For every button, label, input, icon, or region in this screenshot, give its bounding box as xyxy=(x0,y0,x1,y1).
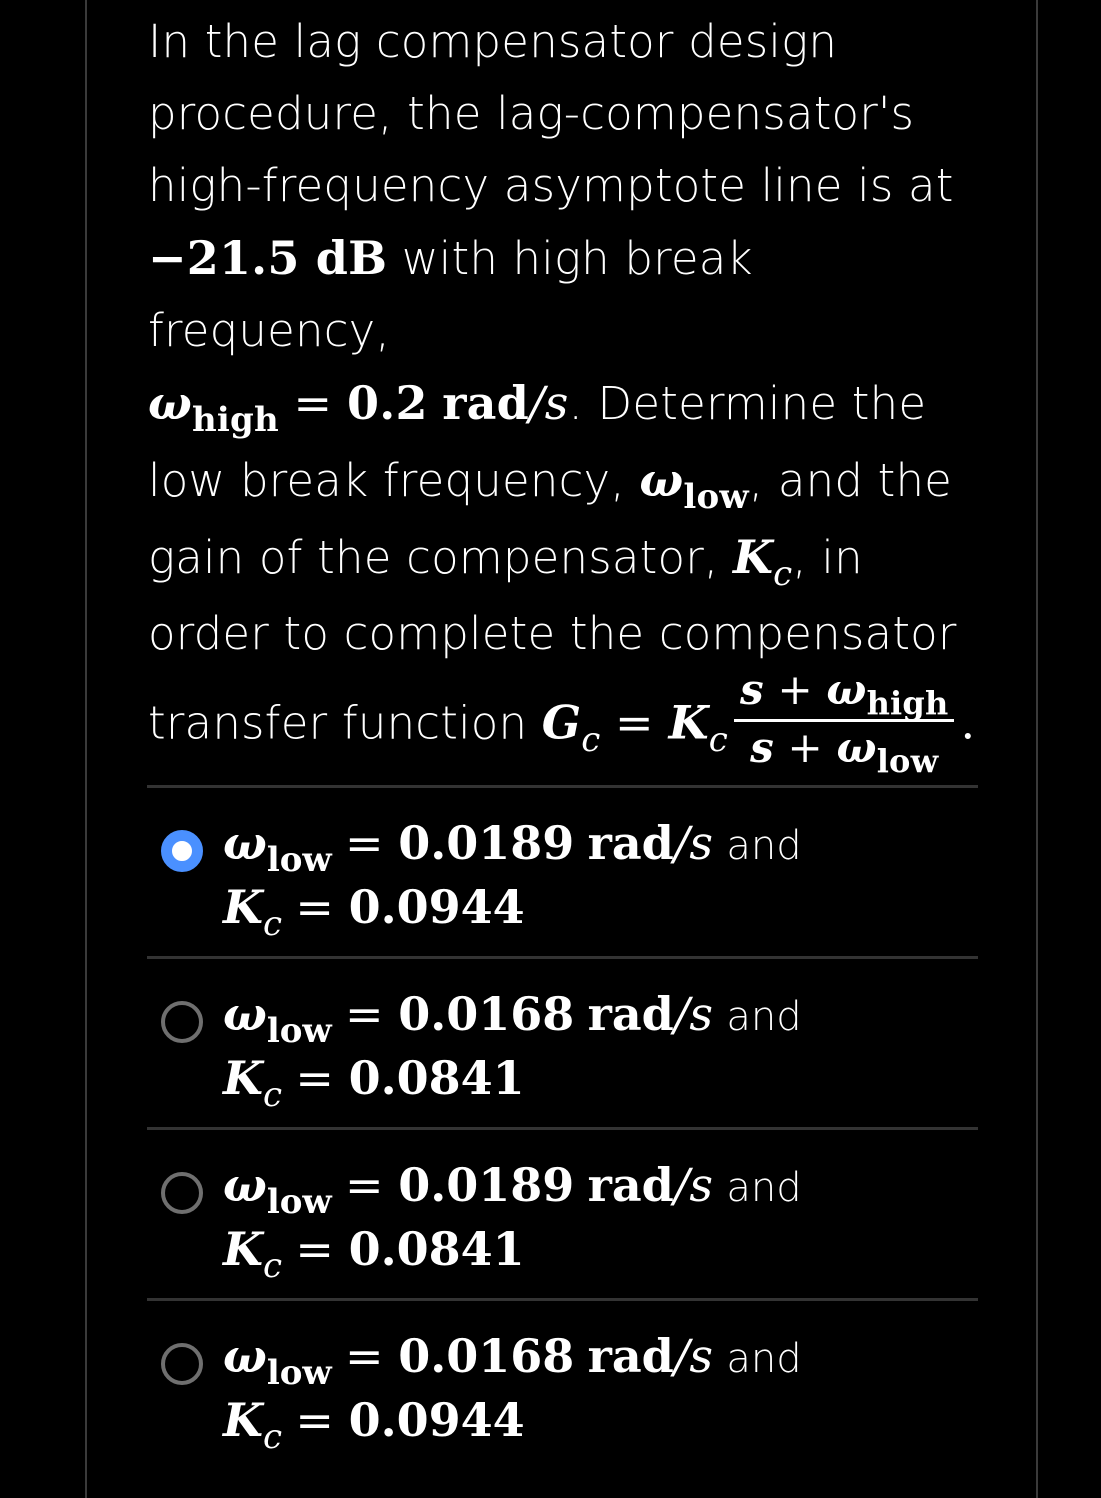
answer-option-1[interactable] xyxy=(147,788,978,956)
option-k-value: 0.0944 xyxy=(348,880,525,934)
omega-low-subscript: low xyxy=(683,477,749,517)
option-omega-line: $\omega_{low} = 0.0189$ rad/s and xyxy=(223,1158,802,1222)
high-frequency-value: 0.2 xyxy=(347,376,428,430)
option-omega-line: $\omega_{low} = 0.0168$ rad/s and xyxy=(223,1329,802,1393)
radio-button[interactable] xyxy=(161,1001,203,1043)
option-k-line: $K_c = 0.0841$ xyxy=(223,1222,525,1286)
option-k-value: 0.0841 xyxy=(348,1051,525,1105)
question-text: In the lag compensator design procedure, the lag-compensator's high-frequency asymptote line is at −21.5 dB with high break frequency, $\omega_{high} = 0.2$ rad/s. Determine the low break frequency, $\omega_{low}$, and the gain of the compensator, $K_c$, in order to complete the compensator transfer function $G_c = K_c$ $\frac{s + \omega_{high}}{s + \omega_{low}}$ . xyxy=(148,15,976,780)
option-k-line: $K_c = 0.0944$ xyxy=(223,880,525,944)
question-text-part-5: , in order to complete the compensator transfer function xyxy=(148,531,957,750)
high-frequency-per-s: /s xyxy=(529,376,569,430)
omega-low-symbol: ω xyxy=(639,453,684,507)
radio-button-selected[interactable] xyxy=(161,830,203,872)
question-text-part-1: In the lag compensator design procedure, the lag-compensator's high-frequency asymptote line is at xyxy=(148,15,954,212)
g-subscript: c xyxy=(581,719,601,760)
omega-high-subscript: high xyxy=(192,400,279,440)
omega-high-symbol: ω xyxy=(148,376,192,430)
option-k-value: 0.0944 xyxy=(348,1393,525,1447)
option-k-value: 0.0841 xyxy=(348,1222,525,1276)
answer-option-2[interactable] xyxy=(147,959,978,1127)
k-symbol: K xyxy=(732,530,774,584)
option-k-line: $K_c = 0.0944$ xyxy=(223,1393,525,1457)
option-omega-value: 0.0168 xyxy=(398,1329,575,1383)
transfer-fraction xyxy=(734,664,954,780)
option-omega-value: 0.0189 xyxy=(398,1158,575,1212)
question-text-part-3: . Determine the low break frequency, xyxy=(148,377,927,507)
answer-option-3[interactable] xyxy=(147,1130,978,1298)
answer-option-4[interactable] xyxy=(147,1301,978,1469)
asymptote-value: −21.5 xyxy=(148,231,300,285)
asymptote-unit: dB xyxy=(315,231,388,285)
option-omega-value: 0.0189 xyxy=(398,816,575,870)
k-gain-symbol: K xyxy=(668,695,709,750)
fraction-denominator: $s + \omega_{low}$ xyxy=(750,723,939,780)
high-frequency-unit: rad xyxy=(442,376,529,430)
option-k-line: $K_c = 0.0841$ xyxy=(223,1051,525,1115)
formula-period: . xyxy=(960,695,976,750)
radio-button[interactable] xyxy=(161,1172,203,1214)
question-text-part-2: with high break frequency, xyxy=(148,232,753,357)
k-gain-subscript: c xyxy=(708,719,729,760)
option-omega-line: $\omega_{low} = 0.0189$ rad/s and xyxy=(223,816,802,880)
option-omega-value: 0.0168 xyxy=(398,987,575,1041)
fraction-numerator: $s + \omega_{high}$ xyxy=(734,664,954,722)
g-symbol: G xyxy=(541,695,582,750)
k-subscript: c xyxy=(773,554,793,594)
radio-button[interactable] xyxy=(161,1343,203,1385)
question-text-part-4: , and the gain of the compensator, xyxy=(148,454,953,584)
option-omega-line: $\omega_{low} = 0.0168$ rad/s and xyxy=(223,987,802,1051)
